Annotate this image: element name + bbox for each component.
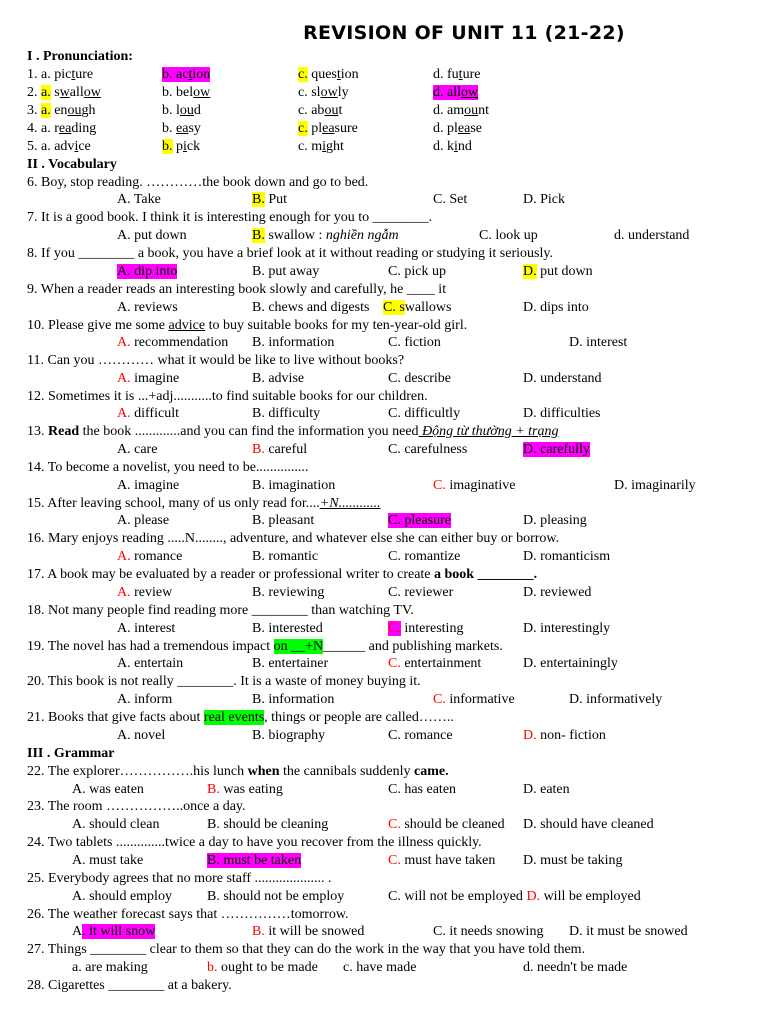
question-24: 24. Two tablets ..............twice a day to have you recover from the illness quickly. xyxy=(27,835,482,850)
question-20: 20. This book is not really ________. It is a waste of money buying it. xyxy=(27,674,421,689)
q6-option-c: C. Set xyxy=(433,192,468,207)
q10-option-a: A. recommendation xyxy=(117,335,229,350)
q25-option-a: A. should employ xyxy=(72,889,172,904)
q26-option-c: C. it needs snowing xyxy=(433,924,544,939)
pron-2c: c. slowly xyxy=(298,85,349,100)
pron-4b: b. easy xyxy=(162,121,201,136)
question-22: 22. The explorer…………….his lunch when the cannibals suddenly came. xyxy=(27,764,449,779)
q17-option-a: A. review xyxy=(117,585,173,600)
q27-option-d: d. needn't be made xyxy=(523,960,628,975)
q15-option-c: C. pleasure xyxy=(388,513,451,528)
pron-5d: d. kind xyxy=(433,139,472,154)
question-12: 12. Sometimes it is ...+adj...........to find suitable books for our children. xyxy=(27,389,428,404)
q15-option-d: D. pleasing xyxy=(523,513,587,528)
q20-option-d: D. informatively xyxy=(569,692,663,707)
q12-option-d: D. difficulties xyxy=(523,406,601,421)
q14-option-d: D. imaginarily xyxy=(614,478,696,493)
q12-option-c: C. difficultly xyxy=(388,406,461,421)
q13-option-c: C. carefulness xyxy=(388,442,468,457)
q21-option-b: B. biography xyxy=(252,728,326,743)
q14-option-a: A. imagine xyxy=(117,478,180,493)
q8-option-c: C. pick up xyxy=(388,264,446,279)
q8-option-b: B. put away xyxy=(252,264,320,279)
q20-option-b: B. information xyxy=(252,692,335,707)
question-7: 7. It is a good book. I think it is interesting enough for you to ________. xyxy=(27,210,433,225)
question-6: 6. Boy, stop reading. …………the book down and go to bed. xyxy=(27,175,369,190)
pron-2a: 2. a. swallow xyxy=(27,85,101,100)
q22-option-d: D. eaten xyxy=(523,782,570,797)
pron-4d: d. please xyxy=(433,121,482,136)
q26-option-d: D. it must be snowed xyxy=(569,924,688,939)
q12-option-a: A. difficult xyxy=(117,406,179,421)
q7-option-c: C. look up xyxy=(479,228,538,243)
q20-option-c: C. informative xyxy=(433,692,515,707)
q19-option-a: A. entertain xyxy=(117,656,184,671)
pron-5b: b. pick xyxy=(162,139,201,154)
question-19: 19. The novel has had a tremendous impact on __+N______ and publishing markets. xyxy=(27,639,503,654)
q6-option-b: B. Put xyxy=(252,192,288,207)
q7-option-d: d. understand xyxy=(614,228,690,243)
q9-option-d: D. dips into xyxy=(523,300,589,315)
q22-option-c: C. has eaten xyxy=(388,782,457,797)
pron-4a: 4. a. reading xyxy=(27,121,97,136)
question-26: 26. The weather forecast says that ……………tomorrow. xyxy=(27,907,349,922)
q18-option-a: A. interest xyxy=(117,621,176,636)
q10-option-b: B. information xyxy=(252,335,335,350)
question-27: 27. Things ________ clear to them so that they can do the work in the way that you have told them. xyxy=(27,942,586,957)
q24-option-d: D. must be taking xyxy=(523,853,623,868)
q15-option-a: A. please xyxy=(117,513,170,528)
pron-1b: b. action xyxy=(162,67,211,82)
question-11: 11. Can you ………… what it would be like to live without books? xyxy=(27,353,405,368)
q11-option-d: D. understand xyxy=(523,371,602,386)
q17-option-b: B. reviewing xyxy=(252,585,325,600)
question-13: 13. Read the book .............and you can find the information you need Động từ thường + trạng xyxy=(27,424,559,439)
q6-option-d: D. Pick xyxy=(523,192,565,207)
q25-option-b: B. should not be employ xyxy=(207,889,345,904)
q9-option-a: A. reviews xyxy=(117,300,178,315)
q24-option-c: C. must have taken xyxy=(388,853,496,868)
q18-option-d: D. interestingly xyxy=(523,621,611,636)
q22-option-a: A. was eaten xyxy=(72,782,144,797)
pron-1c: c. question xyxy=(298,67,359,82)
q7-option-b: B. swallow : nghiền ngẫm xyxy=(252,228,399,243)
q24-option-a: A. must take xyxy=(72,853,144,868)
section-pronunciation: I . Pronunciation: xyxy=(27,49,133,64)
q16-option-c: C. romantize xyxy=(388,549,461,564)
q7-option-a: A. put down xyxy=(117,228,187,243)
q25-option-c: C. will not be employed D. will be employed xyxy=(388,889,641,904)
q8-option-a: A. dip into xyxy=(117,264,178,279)
question-9: 9. When a reader reads an interesting book slowly and carefully, he ____ it xyxy=(27,282,447,297)
pron-1a: 1. a. picture xyxy=(27,67,94,82)
q19-option-d: D. entertainingly xyxy=(523,656,618,671)
q13-option-b: B. careful xyxy=(252,442,308,457)
q16-option-d: D. romanticism xyxy=(523,549,611,564)
pron-5a: 5. a. advice xyxy=(27,139,91,154)
q23-option-c: C. should be cleaned xyxy=(388,817,505,832)
q16-option-a: A. romance xyxy=(117,549,183,564)
question-15: 15. After leaving school, many of us only read for....+N............ xyxy=(27,496,381,511)
pron-3a: 3. a. enough xyxy=(27,103,96,118)
pron-2d: d. allow xyxy=(433,85,479,100)
pron-3c: c. about xyxy=(298,103,343,118)
pron-2b: b. below xyxy=(162,85,211,100)
q10-option-d: D. interest xyxy=(569,335,628,350)
q21-option-d: D. non- fiction xyxy=(523,728,606,743)
q27-option-b: b. ought to be made xyxy=(207,960,318,975)
q10-option-c: C. fiction xyxy=(388,335,441,350)
question-28: 28. Cigarettes ________ at a bakery. xyxy=(27,978,232,993)
section-vocabulary: II . Vocabulary xyxy=(27,157,117,172)
question-23: 23. The room ……………..once a day. xyxy=(27,799,246,814)
q18-option-c: C. interesting xyxy=(388,621,464,636)
q17-option-c: C. reviewer xyxy=(388,585,454,600)
q15-option-b: B. pleasant xyxy=(252,513,315,528)
pron-1d: d. future xyxy=(433,67,481,82)
question-17: 17. A book may be evaluated by a reader or professional writer to create a book ________. xyxy=(27,567,538,582)
q27-option-a: a. are making xyxy=(72,960,148,975)
q17-option-d: D. reviewed xyxy=(523,585,592,600)
q27-option-c: c. have made xyxy=(343,960,417,975)
q6-option-a: A. Take xyxy=(117,192,161,207)
q19-option-c: C. entertainment xyxy=(388,656,482,671)
q26-option-a: A. it will snow xyxy=(72,924,156,939)
q9-option-c: C. swallows xyxy=(383,300,452,315)
q26-option-b: B. it will be snowed xyxy=(252,924,365,939)
pron-4c: c. pleasure xyxy=(298,121,358,136)
q11-option-a: A. imagine xyxy=(117,371,180,386)
section-grammar: III . Grammar xyxy=(27,746,115,761)
q8-option-d: D. put down xyxy=(523,264,593,279)
q13-option-a: A. care xyxy=(117,442,158,457)
q22-option-b: B. was eating xyxy=(207,782,283,797)
q16-option-b: B. romantic xyxy=(252,549,319,564)
q14-option-b: B. imagination xyxy=(252,478,336,493)
question-25: 25. Everybody agrees that no more staff .................... . xyxy=(27,871,332,886)
q19-option-b: B. entertainer xyxy=(252,656,329,671)
q24-option-b: B. must be taken xyxy=(207,853,302,868)
pron-3b: b. loud xyxy=(162,103,201,118)
question-10: 10. Please give me some advice to buy suitable books for my ten-year-old girl. xyxy=(27,318,468,333)
q11-option-b: B. advise xyxy=(252,371,305,386)
q11-option-c: C. describe xyxy=(388,371,451,386)
question-8: 8. If you ________ a book, you have a brief look at it without reading or studying it seriously. xyxy=(27,246,553,261)
pron-5c: c. might xyxy=(298,139,344,154)
q20-option-a: A. inform xyxy=(117,692,173,707)
q13-option-d: D. carefully xyxy=(523,442,590,457)
q18-option-b: B. interested xyxy=(252,621,323,636)
q9-option-b: B. chews and digests xyxy=(252,300,370,315)
q14-option-c: C. imaginative xyxy=(433,478,516,493)
question-21: 21. Books that give facts about real events, things or people are called…….. xyxy=(27,710,454,725)
q23-option-a: A. should clean xyxy=(72,817,160,832)
question-18: 18. Not many people find reading more ________ than watching TV. xyxy=(27,603,414,618)
q12-option-b: B. difficulty xyxy=(252,406,321,421)
q23-option-d: D. should have cleaned xyxy=(523,817,654,832)
q23-option-b: B. should be cleaning xyxy=(207,817,329,832)
question-14: 14. To become a novelist, you need to be............... xyxy=(27,460,309,475)
question-16: 16. Mary enjoys reading .....N........, adventure, and whatever else she can either buy or borrow. xyxy=(27,531,560,546)
pron-3d: d. amount xyxy=(433,103,489,118)
page-title: REVISION OF UNIT 11 (21-22) xyxy=(303,22,625,44)
q21-option-c: C. romance xyxy=(388,728,453,743)
q21-option-a: A. novel xyxy=(117,728,166,743)
